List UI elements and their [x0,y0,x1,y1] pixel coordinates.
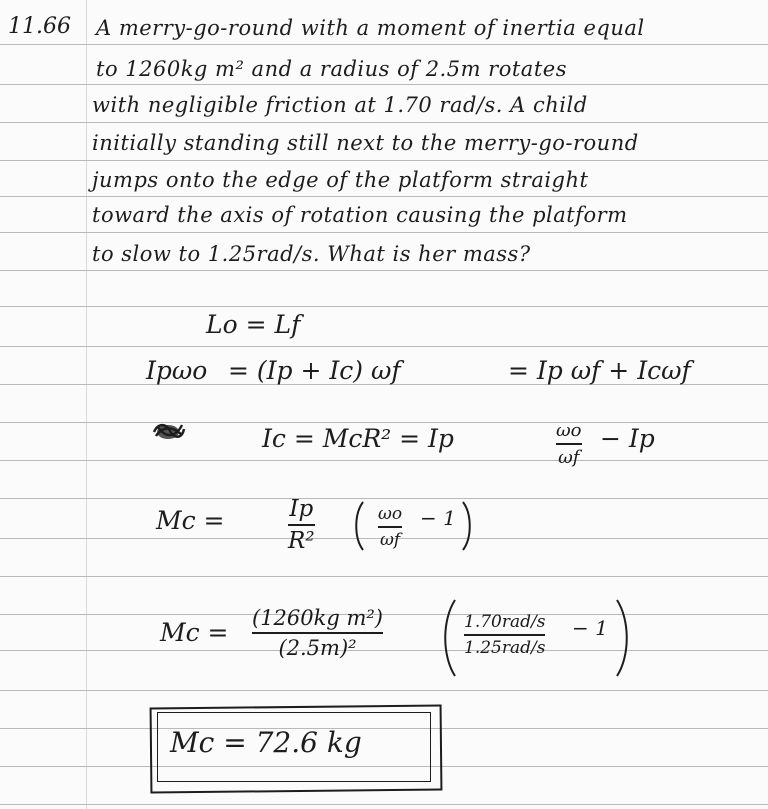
problem-line-7: to slow to 1.25rad/s. What is her mass? [92,242,531,266]
ruled-line [0,160,768,161]
ruled-line [0,576,768,577]
fraction-numeric-ip-over-r2 [252,606,383,660]
fraction-numerator: (1260kg m²) [252,606,384,630]
ruled-line [0,614,768,615]
fraction-bar [288,524,315,526]
fraction-numerator: Ip [289,496,314,522]
equation-line3-left: Ic = McR² = Ip [262,424,454,453]
right-parenthesis [460,500,474,552]
ruled-line [0,650,768,651]
equation-line3-right: − Ip [600,424,655,453]
equation-line4-tail: − 1 [420,506,456,530]
equation-line5-left: Mc = [160,618,229,647]
ruled-line [0,422,768,423]
problem-line-3: with negligible friction at 1.70 rad/s. A child [92,93,588,117]
problem-line-2: to 1260kg m² and a radius of 2.5m rotates [96,57,567,81]
scribble-mark [152,421,186,443]
fraction-denominator: 1.25rad/s [464,638,546,658]
fraction-bar [556,443,582,445]
fraction-omega-ratio-2 [378,504,402,550]
fraction-denominator: ωf [379,530,401,550]
final-answer: Mc = 72.6 kg [170,726,362,759]
fraction-numerator: ωo [556,420,582,441]
ruled-line [0,460,768,461]
equation-line4-left: Mc = [156,506,225,535]
ruled-line [0,690,768,691]
fraction-denominator: ωf [558,447,580,468]
ruled-line [0,44,768,45]
fraction-denominator: R² [288,528,315,554]
left-parenthesis [440,598,458,678]
fraction-bar [378,526,402,528]
problem-line-6: toward the axis of rotation causing the platform [92,203,628,227]
ruled-line [0,122,768,123]
fraction-numeric-omega-ratio [464,612,545,658]
fraction-bar [252,632,383,634]
problem-line-5: jumps onto the edge of the platform straight [92,168,589,192]
ruled-line [0,306,768,307]
equation-line2-right: = Ip ωf + Icωf [508,356,691,385]
fraction-omega-ratio-1 [556,420,582,468]
problem-line-4: initially standing still next to the merry-go-round [92,131,639,155]
equation-line5-tail: − 1 [572,616,608,640]
fraction-ip-over-r2 [288,496,315,554]
fraction-numerator: ωo [378,504,403,524]
fraction-bar [464,634,545,636]
ruled-line [0,196,768,197]
fraction-denominator: (2.5m)² [278,636,357,660]
problem-number: 11.66 [8,14,71,39]
equation-line2-mid: = (Ip + Ic) ωf [228,356,401,385]
right-parenthesis [614,598,632,678]
equation-line2-left: Ipωo [146,356,208,385]
ruled-line [0,232,768,233]
ruled-line [0,270,768,271]
ruled-line [0,84,768,85]
ruled-line [0,346,768,347]
problem-line-1: A merry-go-round with a moment of inertia equal [96,16,645,40]
ruled-line [0,804,768,805]
ruled-line [0,498,768,499]
fraction-numerator: 1.70rad/s [464,612,546,632]
left-parenthesis [352,500,366,552]
equation-angular-momentum: Lo = Lf [206,310,301,339]
